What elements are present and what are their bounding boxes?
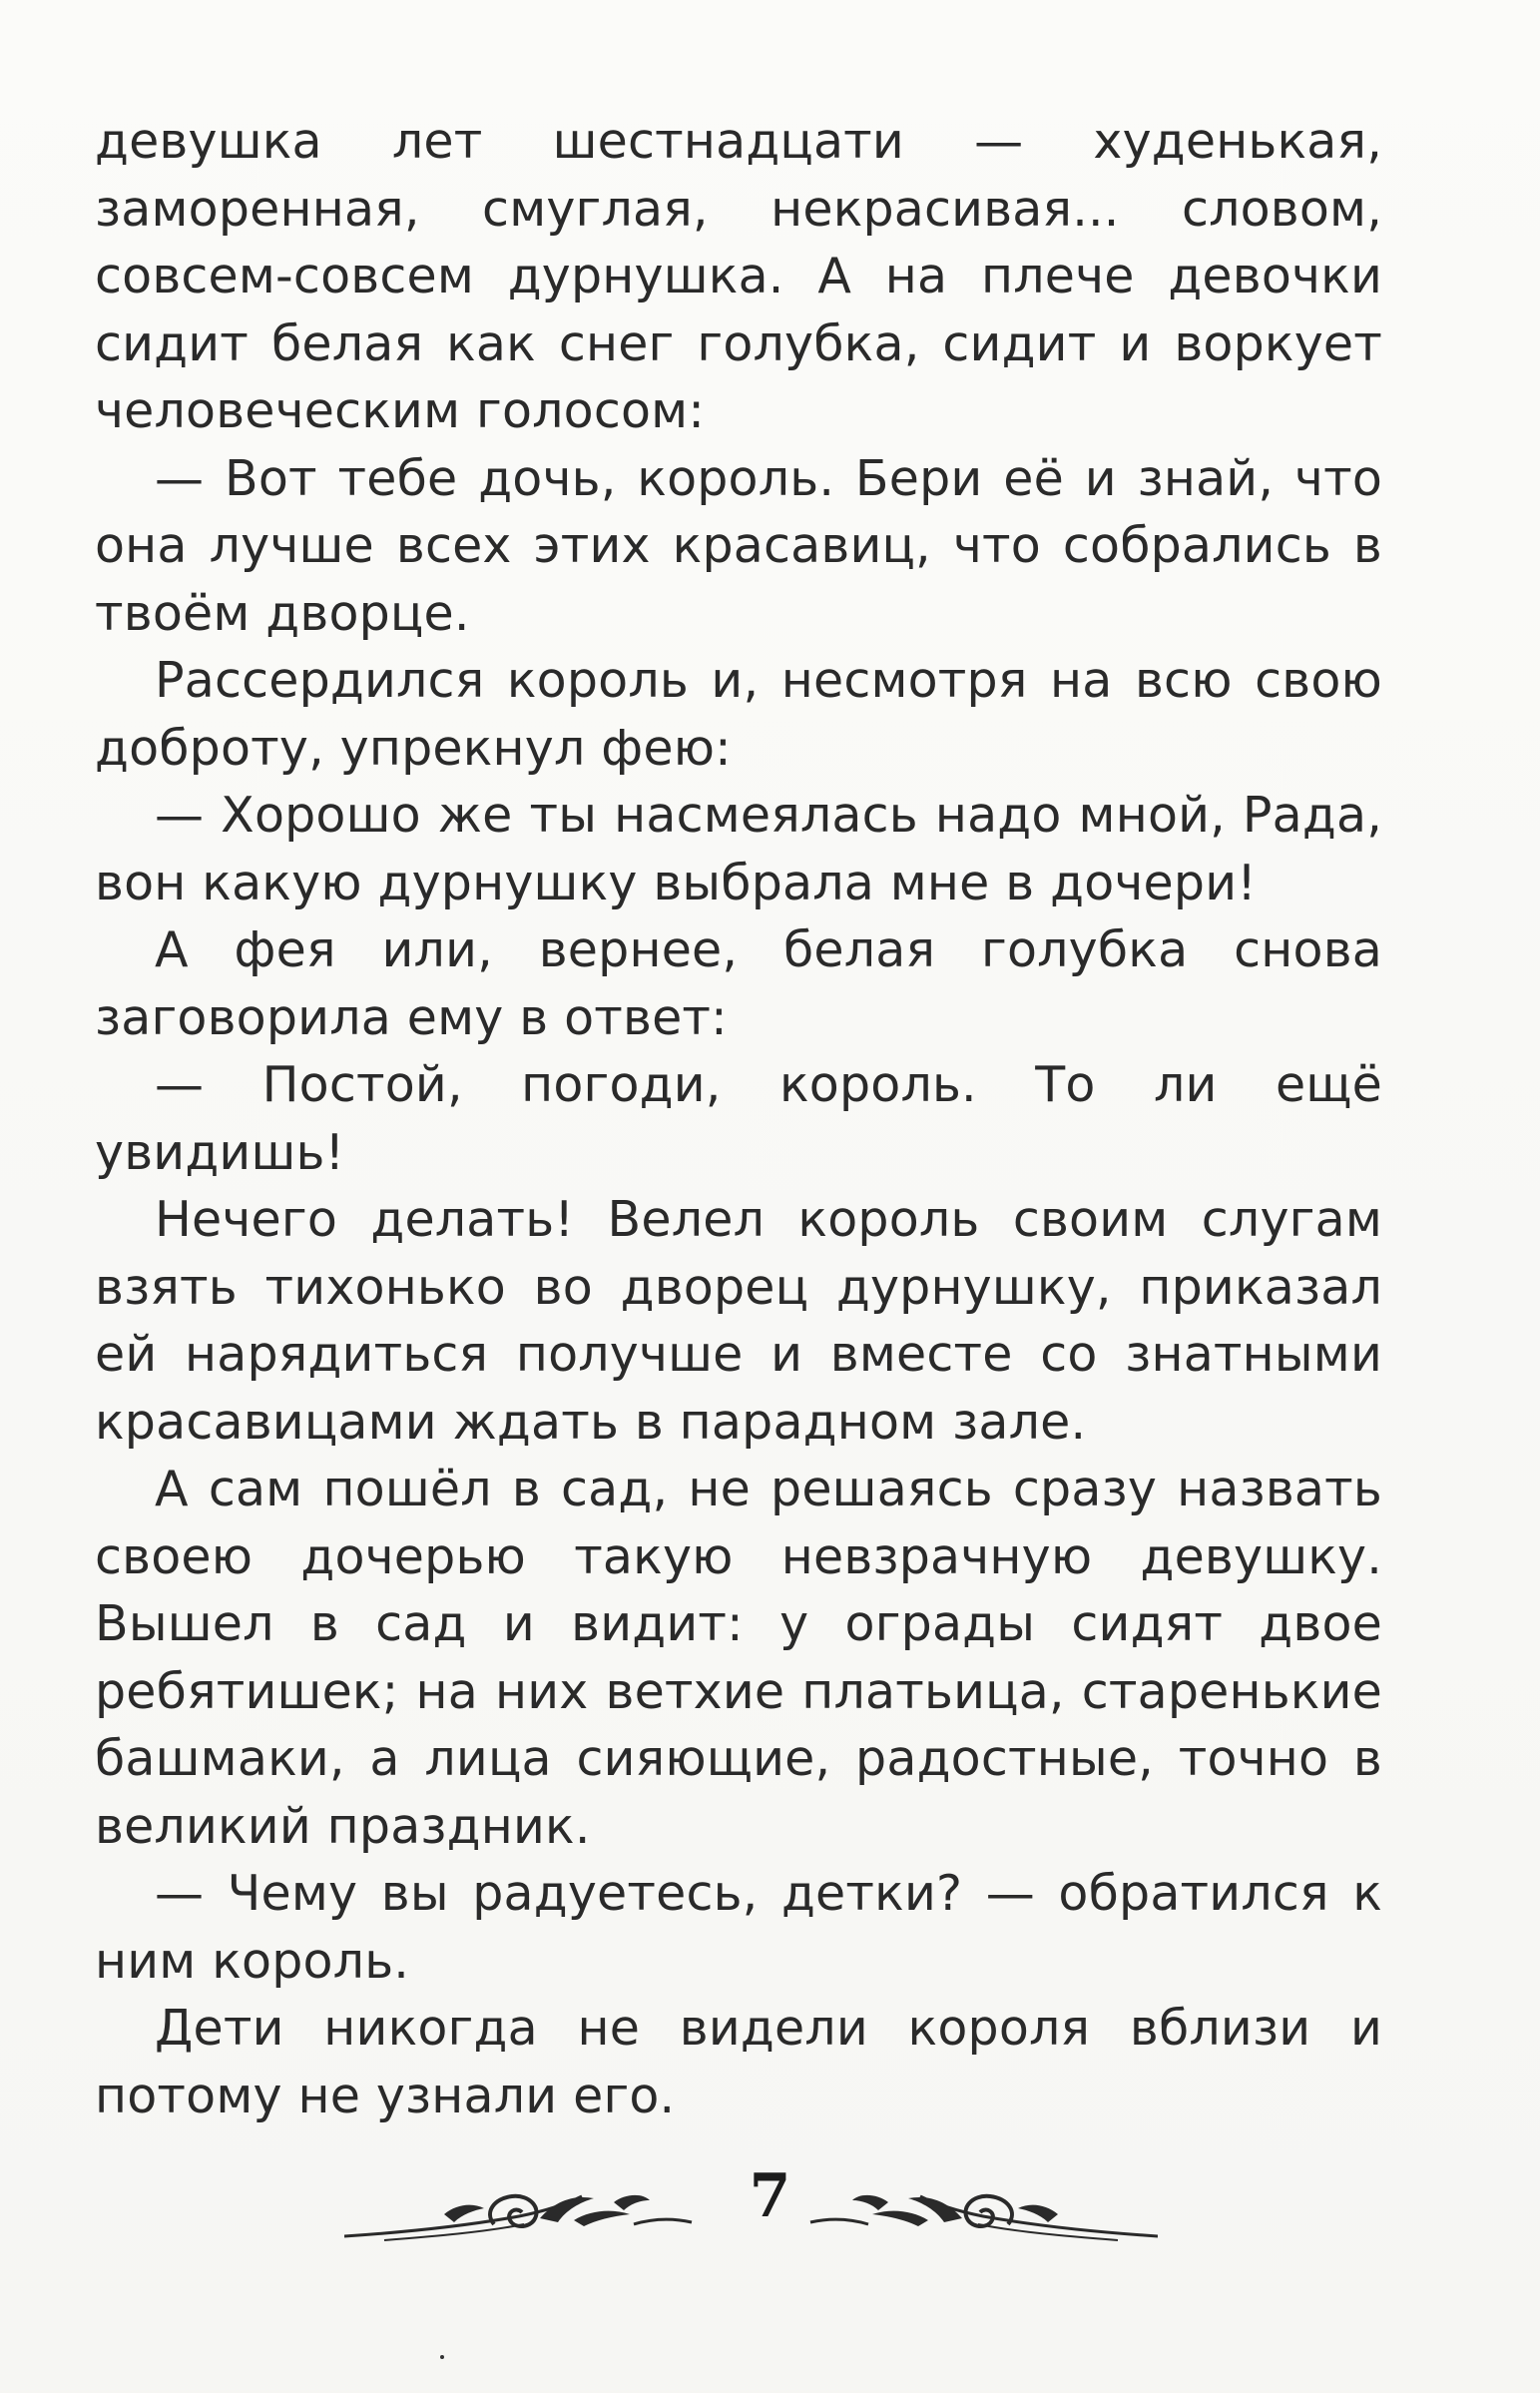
paragraph-4: — Хорошо же ты насмеялась надо мной, Рада, вон какую дурнушку выбрала мне в дочери! [95,787,1382,911]
paragraph-9: — Чему вы радуетесь, детки? — обратился к ним король. [95,1865,1382,1990]
paragraph-6: — Постой, погоди, король. То ли ещё увидишь! [95,1056,1382,1181]
paragraph-2: — Вот тебе дочь, король. Бери её и знай, что она лучше всех этих красавиц, что собрались в твоём дворце. [95,449,1382,642]
paragraph-8: А сам пошёл в сад, не решаясь сразу назвать своею дочерью такую невзрачную девушку. Вышел в сад и видит: у ограды сидят двое ребятишек; на них ветхие платьица, старенькие башмаки, а лица сияющие, радостные, точно в великий праздник. [95,1461,1382,1855]
body-text [95,108,1382,2129]
paragraph-3: Рассердился король и, несмотря на всю свою доброту, упрекнул фею: [95,652,1382,777]
paragraph-5: А фея или, вернее, белая голубка снова заговорила ему в ответ: [95,921,1382,1046]
paragraph-7: Нечего делать! Велел король своим слугам взять тихонько во дворец дурнушку, приказал ей нарядиться получше и вместе со знатными красавицами ждать в парадном зале. [95,1191,1382,1451]
paragraph-10: Дети никогда не видели короля вблизи и потому не узнали его. [95,2000,1382,2124]
page-number: 7 [749,2161,791,2231]
paragraph-1: девушка лет шестнадцати — худенькая, заморенная, смуглая, некрасивая... словом, совсем-совсем дурнушка. А на плече девочки сидит белая как снег голубка, сидит и воркует человеческим голосом: [95,113,1382,439]
print-speck [440,2355,444,2359]
